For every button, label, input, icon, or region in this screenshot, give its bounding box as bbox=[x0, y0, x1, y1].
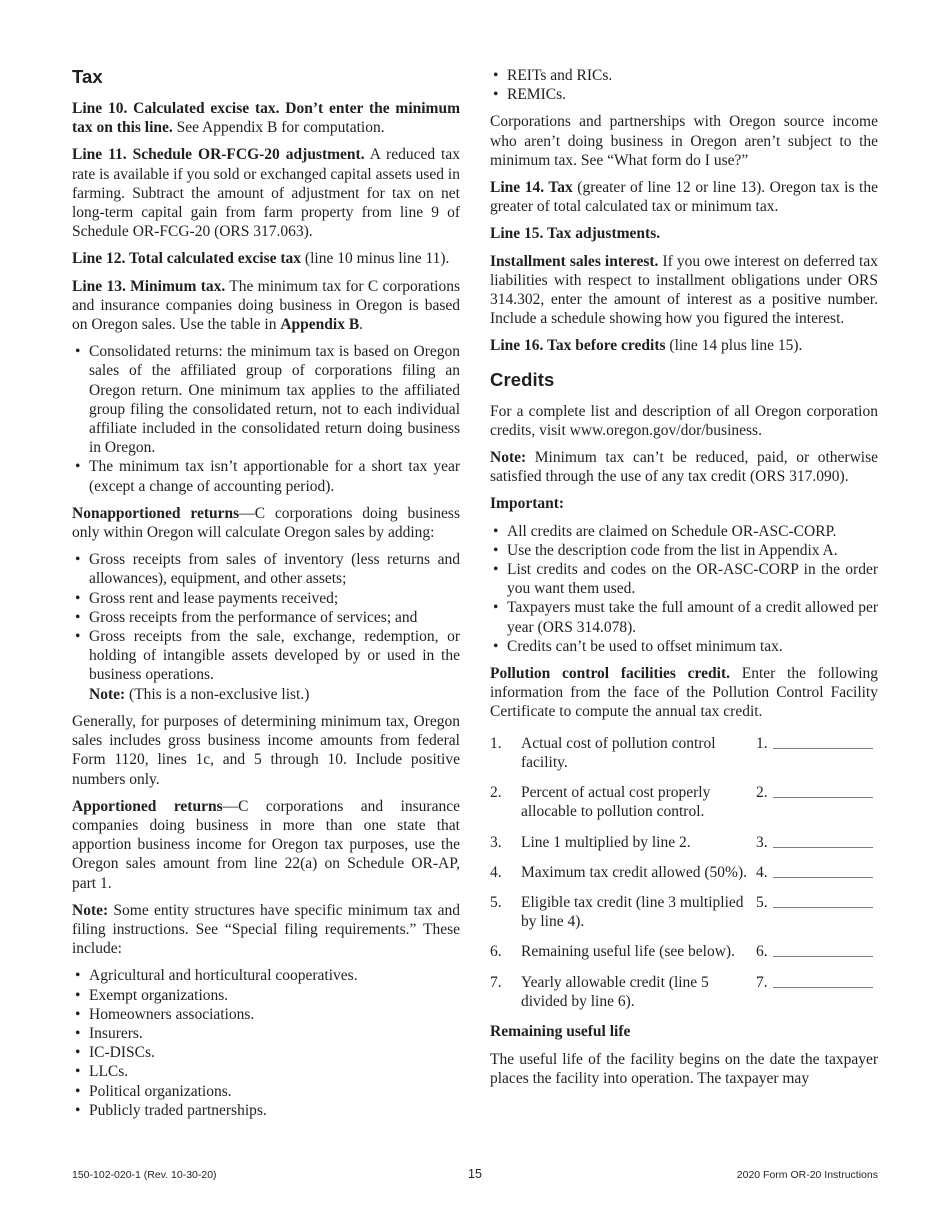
row-number: 6. bbox=[490, 943, 502, 961]
line15-lead: Line 15. Tax adjustments. bbox=[490, 225, 661, 243]
pollution-credit-worksheet bbox=[490, 734, 878, 1011]
list-item: • LLCs. bbox=[72, 1062, 460, 1081]
non-exclusive-note bbox=[72, 685, 460, 704]
row-entry bbox=[756, 973, 878, 1011]
entry-number: 7. bbox=[756, 973, 768, 991]
worksheet-row bbox=[490, 783, 878, 821]
gross-receipts-bullet-list bbox=[72, 550, 460, 684]
line10-text: See Appendix B for computation. bbox=[172, 119, 385, 137]
credits-note-paragraph bbox=[490, 448, 878, 486]
line14-lead: Line 14. Tax bbox=[490, 179, 573, 197]
corporations-paragraph: Corporations and partnerships with Oregon source income who aren’t doing business in Oregon aren’t subject to the minimum tax. See “What form do I use?” bbox=[490, 113, 878, 169]
row-label: Line 1 multiplied by line 2. bbox=[521, 833, 691, 851]
line16-lead: Line 16. Tax before credits bbox=[490, 337, 666, 355]
row-label: Eligible tax credit (line 3 multiplied by line 4). bbox=[521, 893, 744, 931]
list-item: • List credits and codes on the OR-ASC-CORP in the order you want them used. bbox=[490, 560, 878, 598]
list-item: • REITs and RICs. bbox=[490, 66, 878, 85]
left-column bbox=[72, 66, 460, 1128]
footer-form-number: 150-102-020-1 (Rev. 10-30-20) bbox=[72, 1169, 217, 1181]
two-column-body bbox=[72, 66, 878, 1128]
list-item: • Homeowners associations. bbox=[72, 1005, 460, 1024]
list-item: • REMICs. bbox=[490, 85, 878, 104]
nonapportioned-lead: Nonapportioned returns bbox=[72, 504, 240, 522]
list-item: • Use the description code from the list in Appendix A. bbox=[490, 541, 878, 560]
row-number: 2. bbox=[490, 784, 502, 802]
list-item: • Gross receipts from sales of inventory (less returns and allowances), equipment, and other assets; bbox=[72, 550, 460, 588]
line13-text: The minimum tax for C corporations and insurance companies doing business in Oregon is based on Oregon sales. Use the table in bbox=[72, 277, 460, 334]
list-item: • The minimum tax isn’t apportionable for a short tax year (except a change of accounting period). bbox=[72, 457, 460, 495]
worksheet-row bbox=[490, 942, 878, 961]
entry-blank-line bbox=[773, 844, 873, 848]
footer-page-number: 15 bbox=[468, 1167, 482, 1181]
entry-number: 6. bbox=[756, 943, 768, 961]
note-text: Some entity structures have specific minimum tax and filing instructions. See “Special filing requirements.” These include: bbox=[72, 901, 460, 958]
note-text: (This is a non-exclusive list.) bbox=[125, 685, 310, 703]
list-item: • Publicly traded partnerships. bbox=[72, 1101, 460, 1120]
entry-number: 5. bbox=[756, 893, 768, 911]
entity-note-paragraph bbox=[72, 901, 460, 959]
apportioned-lead: Apportioned returns bbox=[72, 797, 223, 815]
installment-paragraph bbox=[490, 252, 878, 329]
list-item: • All credits are claimed on Schedule OR-ASC-CORP. bbox=[490, 522, 878, 541]
list-item: • Gross rent and lease payments received; bbox=[72, 589, 460, 608]
tax-section-heading: Tax bbox=[72, 66, 103, 87]
list-item: • Consolidated returns: the minimum tax is based on Oregon sales of the affiliated group of corporations filing an Oregon return. One minimum tax applies to the affiliated group filing the consolidated return, not to each individual affiliate included in the consolidated return doing business in Oregon. bbox=[72, 342, 460, 457]
entry-number: 1. bbox=[756, 734, 768, 752]
list-item: • Exempt organizations. bbox=[72, 986, 460, 1005]
entry-blank-line bbox=[773, 874, 873, 878]
line14-text: (greater of line 12 or line 13). Oregon tax is the greater of total calculated tax or minimum tax. bbox=[490, 179, 878, 216]
installment-lead: Installment sales interest. bbox=[490, 252, 659, 270]
entry-blank-line bbox=[773, 953, 873, 957]
nonapportioned-text: —C corporations doing business only within Oregon will calculate Oregon sales by adding: bbox=[72, 504, 460, 542]
worksheet-row bbox=[490, 863, 878, 882]
line12-text: (line 10 minus line 11). bbox=[301, 250, 450, 268]
row-label: Maximum tax credit allowed (50%). bbox=[521, 863, 747, 881]
entry-blank-line bbox=[773, 904, 873, 908]
list-item: • Political organizations. bbox=[72, 1082, 460, 1101]
entry-number: 2. bbox=[756, 784, 768, 802]
row-number: 3. bbox=[490, 833, 502, 851]
list-item: • Gross receipts from the performance of services; and bbox=[72, 608, 460, 627]
list-item: • Credits can’t be used to offset minimum tax. bbox=[490, 637, 878, 656]
row-number: 7. bbox=[490, 973, 502, 991]
right-column bbox=[490, 66, 878, 1128]
note-lead: Note: bbox=[89, 685, 126, 703]
row-number: 1. bbox=[490, 734, 502, 752]
list-item: • Gross receipts from the sale, exchange, redemption, or holding of intangible assets developed by or used in the business operations. bbox=[72, 627, 460, 685]
line11-paragraph bbox=[72, 145, 460, 241]
important-lead: Important: bbox=[490, 495, 565, 513]
worksheet-row bbox=[490, 833, 878, 852]
line10-lead: Line 10. Calculated excise tax. Don’t enter the minimum tax on this line. bbox=[72, 100, 460, 137]
pollution-lead: Pollution control facilities credit. bbox=[490, 665, 730, 683]
entity-types-bullet-list bbox=[72, 966, 460, 1120]
row-entry bbox=[756, 783, 878, 821]
line11-text: A reduced tax rate is available if you sold or exchanged capital assets used in farming. Subtract the amount of adjustment for tax on net long-term capital gain from farm property from line 9 of Schedule OR-FCG-20 (ORS 317.063). bbox=[72, 146, 460, 241]
remaining-useful-life-heading: Remaining useful life bbox=[490, 1022, 631, 1040]
worksheet-row bbox=[490, 734, 878, 772]
entry-number: 4. bbox=[756, 863, 768, 881]
list-item: • Insurers. bbox=[72, 1024, 460, 1043]
row-label: Actual cost of pollution control facility. bbox=[521, 734, 716, 771]
page-footer bbox=[72, 1167, 878, 1181]
row-entry bbox=[756, 833, 878, 852]
minimum-tax-bullet-list bbox=[72, 342, 460, 496]
note-lead: Note: bbox=[72, 901, 109, 919]
row-entry bbox=[756, 942, 878, 961]
line13-lead: Line 13. Minimum tax. bbox=[72, 277, 226, 295]
row-label: Remaining useful life (see below). bbox=[521, 943, 735, 961]
row-label: Percent of actual cost properly allocable to pollution control. bbox=[521, 784, 711, 821]
nonapportioned-paragraph bbox=[72, 504, 460, 542]
line16-text: (line 14 plus line 15). bbox=[665, 337, 803, 355]
line10-paragraph bbox=[72, 99, 460, 137]
installment-text: If you owe interest on deferred tax liabilities with respect to installment obligations under ORS 314.302, enter the amount of interest as a positive number. Include a schedule showing how you figured the interest. bbox=[490, 252, 878, 328]
line12-paragraph bbox=[72, 249, 460, 268]
list-item: • IC-DISCs. bbox=[72, 1043, 460, 1062]
footer-form-title: 2020 Form OR-20 Instructions bbox=[736, 1169, 878, 1181]
entity-types-continued-bullet-list bbox=[490, 66, 878, 104]
list-item: • Taxpayers must take the full amount of a credit allowed per year (ORS 314.078). bbox=[490, 598, 878, 636]
entry-blank-line bbox=[773, 745, 873, 749]
line12-lead: Line 12. Total calculated excise tax bbox=[72, 250, 302, 268]
row-number: 4. bbox=[490, 863, 502, 881]
worksheet-row bbox=[490, 893, 878, 931]
worksheet-row bbox=[490, 973, 878, 1011]
note-text: Minimum tax can’t be reduced, paid, or otherwise satisfied through the use of any tax credit (ORS 317.090). bbox=[490, 449, 878, 486]
row-entry bbox=[756, 863, 878, 882]
remaining-useful-life-paragraph: The useful life of the facility begins on the date the taxpayer places the facility into operation. The taxpayer may bbox=[490, 1051, 878, 1088]
important-paragraph bbox=[490, 494, 878, 513]
row-entry bbox=[756, 734, 878, 772]
pollution-text: Enter the following information from the face of the Pollution Control Facility Certificate to compute the annual tax credit. bbox=[490, 665, 878, 721]
credits-rules-bullet-list bbox=[490, 522, 878, 656]
row-label: Yearly allowable credit (line 5 divided by line 6). bbox=[521, 973, 709, 1010]
entry-blank-line bbox=[773, 794, 873, 798]
line13-period: . bbox=[359, 316, 364, 334]
line13-paragraph bbox=[72, 277, 460, 335]
row-number: 5. bbox=[490, 893, 502, 911]
generally-paragraph: Generally, for purposes of determining minimum tax, Oregon sales includes gross business income amounts from federal Form 1120, lines 1c, and 5 through 10. Include positive numbers only. bbox=[72, 712, 460, 788]
apportioned-text: —C corporations and insurance companies doing business in more than one state that apportion business income for Oregon tax purposes, use the Oregon sales amount from line 22(a) on Schedule OR-AP, part 1. bbox=[72, 797, 460, 892]
pollution-credit-paragraph bbox=[490, 664, 878, 722]
credits-section-heading: Credits bbox=[490, 368, 555, 390]
entry-number: 3. bbox=[756, 833, 768, 851]
entry-blank-line bbox=[773, 984, 873, 988]
note-lead: Note: bbox=[490, 449, 527, 467]
credits-intro-paragraph: For a complete list and description of all Oregon corporation credits, visit www.oregon.gov/dor/business. bbox=[490, 402, 878, 439]
line14-paragraph bbox=[490, 178, 878, 216]
line16-paragraph bbox=[490, 336, 878, 355]
line13-appendix-ref: Appendix B bbox=[280, 316, 360, 334]
apportioned-paragraph bbox=[72, 797, 460, 893]
row-entry bbox=[756, 893, 878, 931]
list-item: • Agricultural and horticultural cooperatives. bbox=[72, 966, 460, 985]
line11-lead: Line 11. Schedule OR-FCG-20 adjustment. bbox=[72, 146, 365, 164]
line15-paragraph bbox=[490, 224, 878, 243]
